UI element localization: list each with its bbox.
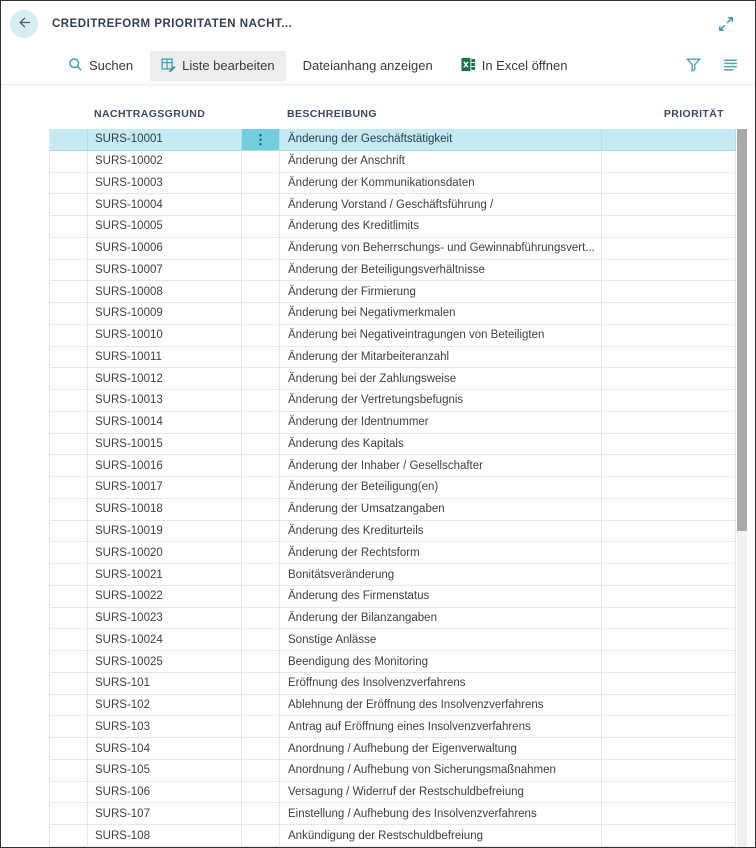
- row-selector-cell[interactable]: [50, 368, 88, 389]
- row-nachtragsgrund-cell: SURS-105: [88, 760, 242, 781]
- row-beschreibung-cell: Änderung des Firmenstatus: [280, 586, 602, 607]
- edit-list-button-label: Liste bearbeiten: [182, 58, 275, 73]
- table-row[interactable]: [49, 542, 736, 564]
- grid-header: [49, 96, 735, 129]
- row-beschreibung-cell: Änderung des Krediturteils: [280, 521, 602, 542]
- row-menu-cell[interactable]: [242, 412, 280, 433]
- row-beschreibung-cell: Ablehnung der Eröffnung des Insolvenzverfahrens: [280, 695, 602, 716]
- row-prioritaet-cell: [602, 260, 736, 281]
- row-nachtragsgrund-cell: SURS-101: [88, 673, 242, 694]
- row-beschreibung-cell: Änderung der Beteiligung(en): [280, 477, 602, 498]
- row-prioritaet-cell: [602, 325, 736, 346]
- row-selector-cell[interactable]: [50, 216, 88, 237]
- row-selector-cell[interactable]: [50, 390, 88, 411]
- row-selector-cell[interactable]: [50, 586, 88, 607]
- row-nachtragsgrund-cell: SURS-10013: [88, 390, 242, 411]
- row-prioritaet-cell: [602, 542, 736, 563]
- row-prioritaet-cell: [602, 738, 736, 759]
- table-row[interactable]: [49, 586, 736, 608]
- row-menu-cell[interactable]: [242, 716, 280, 737]
- table-row[interactable]: [49, 608, 736, 630]
- row-menu-cell[interactable]: [242, 173, 280, 194]
- table-row[interactable]: [49, 303, 736, 325]
- row-selector-cell[interactable]: [50, 629, 88, 650]
- row-selector-cell[interactable]: [50, 455, 88, 476]
- row-nachtragsgrund-cell: SURS-10007: [88, 260, 242, 281]
- row-nachtragsgrund-cell: SURS-10002: [88, 151, 242, 172]
- row-nachtragsgrund-cell: SURS-106: [88, 782, 242, 803]
- row-selector-cell[interactable]: [50, 673, 88, 694]
- options-list-icon: [722, 61, 739, 76]
- row-prioritaet-cell: [602, 629, 736, 650]
- row-beschreibung-cell: Änderung bei der Zahlungsweise: [280, 368, 602, 389]
- row-menu-cell[interactable]: [242, 738, 280, 759]
- row-prioritaet-cell: [602, 782, 736, 803]
- toolbar: [1, 47, 755, 85]
- row-menu-cell[interactable]: [242, 325, 280, 346]
- row-selector-cell[interactable]: [50, 281, 88, 302]
- search-button[interactable]: [57, 51, 144, 81]
- row-nachtragsgrund-cell: SURS-10003: [88, 173, 242, 194]
- row-selector-cell[interactable]: [50, 303, 88, 324]
- row-menu-cell[interactable]: [242, 608, 280, 629]
- table-row[interactable]: [49, 216, 736, 238]
- row-nachtragsgrund-cell: SURS-104: [88, 738, 242, 759]
- row-beschreibung-cell: Einstellung / Aufhebung des Insolvenzverfahrens: [280, 803, 602, 824]
- row-selector-cell[interactable]: [50, 151, 88, 172]
- row-nachtragsgrund-cell: SURS-10022: [88, 586, 242, 607]
- row-nachtragsgrund-cell: SURS-10001: [88, 129, 242, 150]
- row-nachtragsgrund-cell: SURS-102: [88, 695, 242, 716]
- row-beschreibung-cell: Änderung der Firmierung: [280, 281, 602, 302]
- row-prioritaet-cell: [602, 151, 736, 172]
- row-nachtragsgrund-cell: SURS-10023: [88, 608, 242, 629]
- row-selector-cell[interactable]: [50, 542, 88, 563]
- row-beschreibung-cell: Änderung des Kapitals: [280, 434, 602, 455]
- row-prioritaet-cell: [602, 564, 736, 585]
- row-selector-cell[interactable]: [50, 782, 88, 803]
- row-prioritaet-cell: [602, 499, 736, 520]
- table-row[interactable]: [49, 673, 736, 695]
- row-beschreibung-cell: Änderung der Mitarbeiteranzahl: [280, 347, 602, 368]
- row-menu-cell[interactable]: [242, 586, 280, 607]
- edit-list-icon: [161, 57, 176, 75]
- search-icon: [68, 57, 83, 75]
- row-beschreibung-cell: Änderung der Geschäftstätigkeit: [280, 129, 602, 150]
- table-row[interactable]: [49, 194, 736, 216]
- table-row[interactable]: [49, 564, 736, 586]
- table-row[interactable]: [49, 129, 736, 151]
- row-nachtragsgrund-cell: SURS-10025: [88, 651, 242, 672]
- row-beschreibung-cell: Änderung von Beherrschungs- und Gewinnabführungsvert...: [280, 238, 602, 259]
- row-nachtragsgrund-cell: SURS-107: [88, 803, 242, 824]
- row-selector-cell[interactable]: [50, 325, 88, 346]
- row-prioritaet-cell: [602, 673, 736, 694]
- row-menu-cell[interactable]: [242, 695, 280, 716]
- table-row[interactable]: [49, 825, 736, 847]
- row-beschreibung-cell: Änderung bei Negativmerkmalen: [280, 303, 602, 324]
- row-selector-cell[interactable]: [50, 434, 88, 455]
- row-prioritaet-cell: [602, 390, 736, 411]
- row-prioritaet-cell: [602, 455, 736, 476]
- table-row[interactable]: [49, 760, 736, 782]
- row-beschreibung-cell: Beendigung des Monitoring: [280, 651, 602, 672]
- row-beschreibung-cell: Änderung der Anschrift: [280, 151, 602, 172]
- row-selector-cell[interactable]: [50, 760, 88, 781]
- row-selector-cell[interactable]: [50, 695, 88, 716]
- row-prioritaet-cell: [602, 368, 736, 389]
- row-selector-cell[interactable]: [50, 499, 88, 520]
- row-prioritaet-cell: [602, 651, 736, 672]
- row-beschreibung-cell: Änderung Vorstand / Geschäftsführung /: [280, 194, 602, 215]
- table-row[interactable]: [49, 455, 736, 477]
- back-arrow-icon: [16, 14, 33, 34]
- row-menu-cell[interactable]: [242, 542, 280, 563]
- row-prioritaet-cell: [602, 586, 736, 607]
- table-row[interactable]: [49, 738, 736, 760]
- row-prioritaet-cell: [602, 173, 736, 194]
- row-prioritaet-cell: [602, 281, 736, 302]
- row-menu-cell[interactable]: [242, 499, 280, 520]
- row-menu-cell[interactable]: [242, 194, 280, 215]
- row-nachtragsgrund-cell: SURS-10015: [88, 434, 242, 455]
- row-menu-cell[interactable]: [242, 368, 280, 389]
- row-menu-cell[interactable]: [242, 760, 280, 781]
- row-prioritaet-cell: [602, 477, 736, 498]
- row-nachtragsgrund-cell: SURS-10020: [88, 542, 242, 563]
- row-beschreibung-cell: Ankündigung der Restschuldbefreiung: [280, 825, 602, 846]
- column-header-prioritaet[interactable]: PRIORITÄT: [663, 108, 724, 120]
- row-beschreibung-cell: Änderung der Beteiligungsverhältnisse: [280, 260, 602, 281]
- table-row[interactable]: [49, 281, 736, 303]
- row-selector-cell[interactable]: [50, 521, 88, 542]
- show-attachment-button-label: Dateianhang anzeigen: [302, 58, 433, 73]
- row-selector-cell[interactable]: [50, 825, 88, 846]
- row-nachtragsgrund-cell: SURS-10016: [88, 455, 242, 476]
- row-nachtragsgrund-cell: SURS-10018: [88, 499, 242, 520]
- row-prioritaet-cell: [602, 412, 736, 433]
- row-menu-cell[interactable]: [242, 803, 280, 824]
- row-prioritaet-cell: [602, 194, 736, 215]
- row-nachtragsgrund-cell: SURS-10019: [88, 521, 242, 542]
- table-row[interactable]: [49, 325, 736, 347]
- row-nachtragsgrund-cell: SURS-10005: [88, 216, 242, 237]
- row-beschreibung-cell: Änderung bei Negativeintragungen von Beteiligten: [280, 325, 602, 346]
- column-header-nachtragsgrund[interactable]: NACHTRAGSGRUND: [94, 108, 206, 120]
- table-row[interactable]: [49, 803, 736, 825]
- table-row[interactable]: [49, 651, 736, 673]
- row-prioritaet-cell: [602, 216, 736, 237]
- titlebar: [1, 1, 755, 47]
- page-title: CREDITREFORM PRIORITATEN NACHT...: [52, 18, 293, 30]
- row-menu-cell[interactable]: [242, 825, 280, 846]
- edit-list-button[interactable]: [150, 51, 286, 81]
- row-menu-cell[interactable]: [242, 434, 280, 455]
- row-prioritaet-cell: [602, 434, 736, 455]
- row-beschreibung-cell: Änderung der Identnummer: [280, 412, 602, 433]
- row-prioritaet-cell: [602, 695, 736, 716]
- row-menu-cell[interactable]: [242, 216, 280, 237]
- table-row[interactable]: [49, 434, 736, 456]
- row-menu-cell[interactable]: [242, 347, 280, 368]
- row-nachtragsgrund-cell: SURS-10017: [88, 477, 242, 498]
- row-selector-cell[interactable]: [50, 738, 88, 759]
- row-menu-cell[interactable]: [242, 673, 280, 694]
- row-selector-cell[interactable]: [50, 608, 88, 629]
- row-prioritaet-cell: [602, 521, 736, 542]
- open-in-excel-button-label: In Excel öffnen: [481, 58, 568, 73]
- row-menu-cell[interactable]: [242, 303, 280, 324]
- row-beschreibung-cell: Antrag auf Eröffnung eines Insolvenzverfahrens: [280, 716, 602, 737]
- row-beschreibung-cell: Änderung der Inhaber / Gesellschafter: [280, 455, 602, 476]
- table-row[interactable]: [49, 782, 736, 804]
- table-row[interactable]: [49, 521, 736, 543]
- row-prioritaet-cell: [602, 129, 736, 150]
- table-row[interactable]: [49, 260, 736, 282]
- row-beschreibung-cell: Sonstige Anlässe: [280, 629, 602, 650]
- row-nachtragsgrund-cell: SURS-10014: [88, 412, 242, 433]
- row-menu-cell[interactable]: [242, 564, 280, 585]
- row-prioritaet-cell: [602, 608, 736, 629]
- row-beschreibung-cell: Änderung des Kreditlimits: [280, 216, 602, 237]
- row-selector-cell[interactable]: [50, 173, 88, 194]
- filter-button[interactable]: [683, 54, 704, 78]
- row-menu-cell[interactable]: [242, 521, 280, 542]
- row-menu-cell[interactable]: [242, 390, 280, 411]
- row-menu-cell[interactable]: [242, 477, 280, 498]
- row-nachtragsgrund-cell: SURS-10011: [88, 347, 242, 368]
- row-menu-cell[interactable]: [242, 281, 280, 302]
- table-row[interactable]: [49, 499, 736, 521]
- row-beschreibung-cell: Eröffnung des Insolvenzverfahrens: [280, 673, 602, 694]
- row-nachtragsgrund-cell: SURS-10008: [88, 281, 242, 302]
- filter-icon: [685, 61, 702, 76]
- row-selector-cell[interactable]: [50, 260, 88, 281]
- row-selector-cell[interactable]: [50, 129, 88, 150]
- table-row[interactable]: [49, 695, 736, 717]
- row-selector-cell[interactable]: [50, 651, 88, 672]
- row-selector-cell[interactable]: [50, 803, 88, 824]
- row-nachtragsgrund-cell: SURS-10004: [88, 194, 242, 215]
- row-menu-cell[interactable]: [242, 238, 280, 259]
- row-beschreibung-cell: Änderung der Bilanzangaben: [280, 608, 602, 629]
- expand-icon: [717, 21, 735, 36]
- row-prioritaet-cell: [602, 760, 736, 781]
- table-row[interactable]: [49, 238, 736, 260]
- search-button-label: Suchen: [89, 58, 134, 73]
- row-menu-cell[interactable]: [242, 629, 280, 650]
- row-beschreibung-cell: Änderung der Rechtsform: [280, 542, 602, 563]
- row-beschreibung-cell: Änderung der Vertretungsbefugnis: [280, 390, 602, 411]
- row-selector-cell[interactable]: [50, 412, 88, 433]
- table-row[interactable]: [49, 347, 736, 369]
- row-nachtragsgrund-cell: SURS-10012: [88, 368, 242, 389]
- table-row[interactable]: [49, 151, 736, 173]
- vertical-scrollbar-thumb[interactable]: [737, 129, 747, 531]
- row-beschreibung-cell: Anordnung / Aufhebung von Sicherungsmaßnahmen: [280, 760, 602, 781]
- row-nachtragsgrund-cell: SURS-10010: [88, 325, 242, 346]
- row-nachtragsgrund-cell: SURS-10009: [88, 303, 242, 324]
- row-nachtragsgrund-cell: SURS-10006: [88, 238, 242, 259]
- row-prioritaet-cell: [602, 825, 736, 846]
- options-list-button[interactable]: [720, 54, 741, 78]
- row-selector-cell[interactable]: [50, 347, 88, 368]
- row-menu-icon[interactable]: ⋮: [254, 131, 267, 147]
- row-prioritaet-cell: [602, 238, 736, 259]
- row-prioritaet-cell: [602, 347, 736, 368]
- column-header-beschreibung[interactable]: BESCHREIBUNG: [287, 108, 377, 120]
- row-nachtragsgrund-cell: SURS-103: [88, 716, 242, 737]
- row-prioritaet-cell: [602, 716, 736, 737]
- show-attachment-button[interactable]: [292, 52, 444, 79]
- table-row[interactable]: [49, 412, 736, 434]
- row-menu-cell[interactable]: [242, 455, 280, 476]
- row-menu-cell[interactable]: [242, 260, 280, 281]
- row-beschreibung-cell: Änderung der Kommunikationsdaten: [280, 173, 602, 194]
- table-row[interactable]: [49, 629, 736, 651]
- row-nachtragsgrund-cell: SURS-10021: [88, 564, 242, 585]
- row-selector-cell[interactable]: [50, 194, 88, 215]
- table-row[interactable]: [49, 477, 736, 499]
- row-prioritaet-cell: [602, 303, 736, 324]
- row-selector-cell[interactable]: [50, 564, 88, 585]
- table-row[interactable]: [49, 716, 736, 738]
- row-menu-cell[interactable]: [242, 151, 280, 172]
- row-beschreibung-cell: Änderung der Umsatzangaben: [280, 499, 602, 520]
- vertical-scrollbar-track[interactable]: [737, 129, 747, 847]
- table-row[interactable]: [49, 368, 736, 390]
- open-in-excel-button[interactable]: [450, 51, 579, 81]
- row-beschreibung-cell: Bonitätsveränderung: [280, 564, 602, 585]
- expand-button[interactable]: [715, 14, 737, 36]
- row-menu-cell[interactable]: [242, 782, 280, 803]
- back-button[interactable]: [10, 10, 38, 38]
- excel-icon: [461, 57, 476, 75]
- row-selector-cell[interactable]: [50, 238, 88, 259]
- table-row[interactable]: [49, 390, 736, 412]
- row-selector-cell[interactable]: [50, 477, 88, 498]
- toolbar-right: [683, 47, 741, 85]
- row-nachtragsgrund-cell: SURS-10024: [88, 629, 242, 650]
- row-selector-cell[interactable]: [50, 716, 88, 737]
- row-menu-cell[interactable]: [242, 129, 280, 150]
- row-beschreibung-cell: Versagung / Widerruf der Restschuldbefreiung: [280, 782, 602, 803]
- grid-body: [49, 129, 735, 847]
- row-prioritaet-cell: [602, 803, 736, 824]
- row-beschreibung-cell: Anordnung / Aufhebung der Eigenverwaltung: [280, 738, 602, 759]
- row-nachtragsgrund-cell: SURS-108: [88, 825, 242, 846]
- row-menu-cell[interactable]: [242, 651, 280, 672]
- table-row[interactable]: [49, 173, 736, 195]
